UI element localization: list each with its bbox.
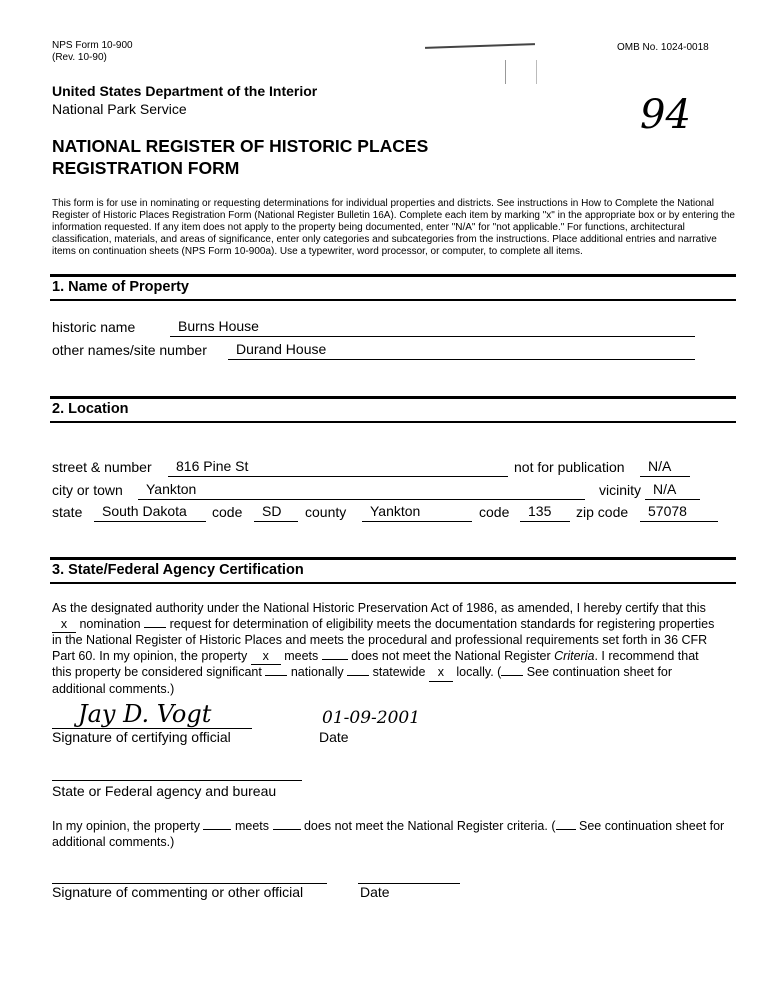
not-for-publication-field[interactable]: N/A [640, 458, 690, 477]
state-label: state [52, 504, 83, 520]
handwritten-signature: Jay D. Vogt [78, 700, 212, 728]
service-name: National Park Service [52, 101, 187, 117]
does-not-meet-mark[interactable] [322, 659, 348, 660]
zip-label: zip code [576, 504, 629, 520]
section-rule [50, 421, 736, 423]
agency-line[interactable] [52, 779, 302, 781]
section-rule [50, 557, 736, 560]
comment-meets-mark[interactable] [203, 829, 231, 830]
department-name: United States Department of the Interior [52, 83, 318, 99]
cert-line: in the National Register of Historic Places and meets the procedural and professional requirements set forth in 36 CFR [52, 633, 708, 647]
omb-number: OMB No. 1024-0018 [617, 42, 709, 53]
statewide-mark[interactable] [347, 675, 369, 676]
nomination-mark[interactable]: x [52, 617, 76, 634]
cert-line: additional comments.) [52, 681, 175, 696]
other-names-label: other names/site number [52, 342, 207, 358]
vicinity-field[interactable]: N/A [645, 481, 700, 500]
vicinity-label: vicinity [599, 482, 642, 498]
request-mark[interactable] [144, 627, 166, 628]
agency-label: State or Federal agency and bureau [52, 783, 277, 799]
locally-mark[interactable]: x [429, 665, 453, 682]
form-revision: (Rev. 10-90) [52, 52, 107, 63]
meets-mark[interactable]: x [251, 649, 281, 666]
section1-heading: 1. Name of Property [52, 279, 189, 295]
historic-name-label: historic name [52, 319, 136, 335]
commenting-signature-label: Signature of commenting or other official [52, 884, 304, 900]
state-code-label: code [212, 504, 243, 520]
stamp-mark [505, 60, 537, 84]
county-code-label: code [479, 504, 510, 520]
section-rule [50, 274, 736, 277]
handwritten-date: 01-09-2001 [322, 708, 421, 728]
not-for-publication-label: not for publication [514, 459, 625, 475]
date-label: Date [319, 729, 349, 745]
cert-line: As the designated authority under the National Historic Preservation Act of 1986, as amended, I hereby certify that this [52, 601, 706, 615]
section3-heading: 3. State/Federal Agency Certification [52, 562, 304, 578]
commenting-date-label: Date [360, 884, 390, 900]
state-code-field[interactable]: SD [254, 503, 298, 522]
city-label: city or town [52, 482, 123, 498]
street-field[interactable]: 816 Pine St [168, 458, 508, 477]
commenting-statement [52, 819, 742, 850]
section-rule [50, 582, 736, 584]
section-rule [50, 299, 736, 301]
comment-continuation-mark[interactable] [556, 829, 576, 830]
form-title-line1: NATIONAL REGISTER OF HISTORIC PLACES [52, 136, 429, 156]
scan-mark [425, 43, 535, 49]
county-label: county [305, 504, 347, 520]
zip-field[interactable]: 57078 [640, 503, 718, 522]
county-code-field[interactable]: 135 [520, 503, 570, 522]
handwritten-number: 94 [640, 92, 691, 138]
other-names-field[interactable]: Durand House [228, 341, 695, 360]
section-rule [50, 396, 736, 399]
cert-line: x nomination request for determination of eligibility meets the documentation standards for registering properties [52, 617, 742, 634]
county-field[interactable]: Yankton [362, 503, 472, 522]
certification-statement [52, 601, 742, 697]
cert-line: Part 60. In my opinion, the property x meets does not meet the National Register Criteria. I recommend that [52, 649, 742, 666]
cert-line: this property be considered significant nationally statewide x locally. ( See continuation sheet for [52, 665, 742, 682]
cert-line: In my opinion, the property meets does not meet the National Register criteria. ( See continuation sheet for [52, 819, 725, 833]
state-field[interactable]: South Dakota [94, 503, 206, 522]
nationally-mark[interactable] [265, 675, 287, 676]
continuation-mark[interactable] [501, 675, 523, 676]
form-title-line2: REGISTRATION FORM [52, 158, 240, 178]
historic-name-field[interactable]: Burns House [170, 318, 695, 337]
form-number: NPS Form 10-900 [52, 40, 133, 51]
cert-line: additional comments.) [52, 834, 175, 849]
street-label: street & number [52, 459, 152, 475]
city-field[interactable]: Yankton [138, 481, 585, 500]
comment-does-not-meet-mark[interactable] [273, 829, 301, 830]
signature-label: Signature of certifying official [52, 729, 231, 745]
section2-heading: 2. Location [52, 401, 129, 417]
form-instructions: This form is for use in nominating or requesting determinations for individual properties and districts. See instructions in How to Complete the National Register of Historic Places Registration Form (National Register Bulletin 16A). Complete each item by marking "x" in the appropriate box or by entering the information requested. If any item does not apply to the property being documented, enter "N/A" for "not applicable." For functions, architectural classification, materials, and areas of significance, enter only categories and subcategories from the instructions. Place additional entries and narrative items on continuation sheets (NPS Form 10-900a). Use a typewriter, word processor, or computer, to complete all items. [52, 198, 735, 257]
